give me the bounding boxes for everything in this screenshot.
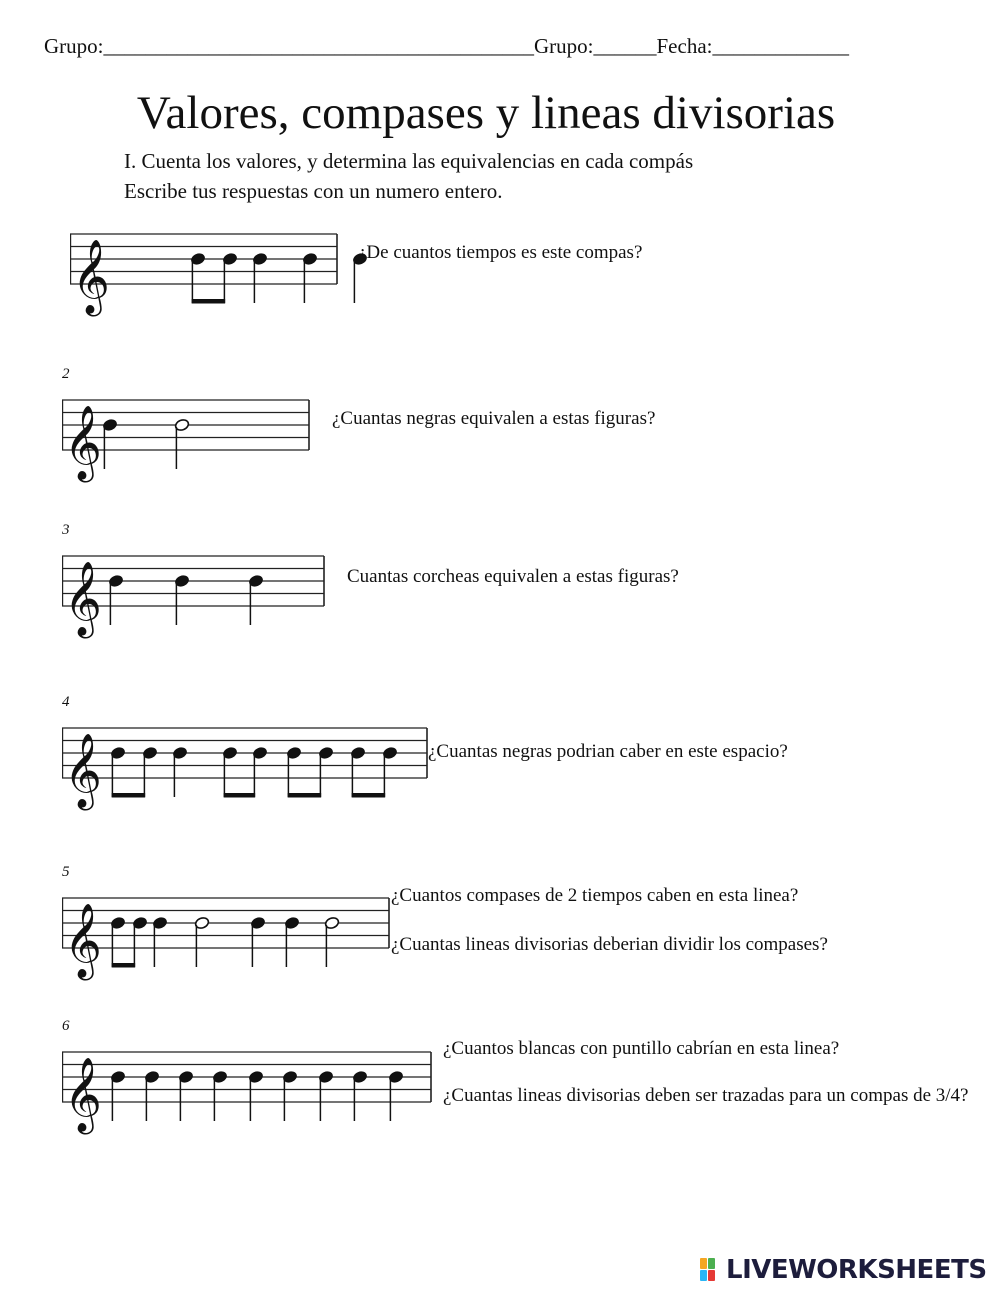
- quarter-note: [174, 574, 190, 625]
- staff-exercise-6: [62, 1034, 434, 1132]
- logo-block-l: [700, 1258, 707, 1269]
- treble-clef-icon: 𝄞: [64, 904, 102, 978]
- quarter-note: [252, 252, 268, 303]
- eighth-note: [110, 916, 126, 967]
- measure-number-3: 3: [62, 522, 70, 538]
- eighth-note: [190, 252, 206, 303]
- beam: [288, 793, 322, 798]
- question-exercise-6a: ¿Cuantos blancas con puntillo cabrían en esta linea?: [443, 1038, 840, 1059]
- logo-block-v: [700, 1270, 707, 1281]
- date-label: Fecha:: [656, 34, 713, 58]
- staff-exercise-5: [62, 880, 392, 978]
- eighth-note: [110, 746, 126, 797]
- staff-exercise-3: [62, 538, 327, 636]
- eighth-note: [132, 916, 148, 967]
- eighth-note: [252, 746, 268, 797]
- measure-number-5: 5: [62, 864, 70, 880]
- question-exercise-6b: ¿Cuantas lineas divisorias deben ser trazadas para un compas de 3/4?: [443, 1085, 969, 1106]
- quarter-note: [388, 1070, 404, 1121]
- question-exercise-5b: ¿Cuantas lineas divisorias deberian dividir los compases?: [391, 934, 828, 955]
- treble-clef-icon: 𝄞: [72, 240, 110, 314]
- question-exercise-2: ¿Cuantas negras equivalen a estas figuras?: [332, 408, 656, 429]
- staff-exercise-2: [62, 382, 312, 480]
- measure-number-2: 2: [62, 366, 70, 382]
- instructions: [124, 146, 693, 206]
- quarter-note: [248, 574, 264, 625]
- eighth-note: [222, 746, 238, 797]
- quarter-note: [318, 1070, 334, 1121]
- quarter-note: [152, 916, 168, 967]
- question-exercise-1: ¿De cuantos tiempos es este compas?: [358, 242, 643, 263]
- liveworksheets-logo: [700, 1255, 987, 1285]
- group1-label: Grupo:: [44, 34, 104, 58]
- measure-number-6: 6: [62, 1018, 70, 1034]
- eighth-note: [350, 746, 366, 797]
- quarter-note: [102, 418, 118, 469]
- quarter-note: [250, 916, 266, 967]
- treble-clef-icon: 𝄞: [64, 406, 102, 480]
- quarter-note: [110, 1070, 126, 1121]
- question-exercise-3: Cuantas corcheas equivalen a estas figuras?: [347, 566, 679, 587]
- eighth-note: [286, 746, 302, 797]
- treble-clef-icon: 𝄞: [64, 734, 102, 808]
- eighth-note: [222, 252, 238, 303]
- quarter-note: [144, 1070, 160, 1121]
- date-line[interactable]: _____________: [712, 34, 849, 58]
- instruction-line-2: Escribe tus respuestas con un numero entero.: [124, 179, 503, 203]
- logo-block-e: [708, 1270, 715, 1281]
- staff-exercise-1: [70, 216, 340, 314]
- staff-exercise-4: [62, 710, 430, 808]
- eighth-note: [318, 746, 334, 797]
- treble-clef-icon: 𝄞: [64, 562, 102, 636]
- quarter-note: [172, 746, 188, 797]
- quarter-note: [212, 1070, 228, 1121]
- question-exercise-5a: ¿Cuantos compases de 2 tiempos caben en esta linea?: [391, 885, 799, 906]
- header-fields: [44, 34, 849, 59]
- instruction-line-1: I. Cuenta los valores, y determina las equivalencias en cada compás: [124, 149, 694, 173]
- logo-blocks-icon: [700, 1258, 724, 1282]
- page-title: Valores, compases y lineas divisorias: [136, 87, 836, 139]
- eighth-note: [382, 746, 398, 797]
- beam: [192, 299, 226, 304]
- group2-line[interactable]: ______: [593, 34, 657, 58]
- beam: [352, 793, 386, 798]
- quarter-note: [108, 574, 124, 625]
- treble-clef-icon: 𝄞: [64, 1058, 102, 1132]
- beam: [224, 793, 256, 798]
- beam: [112, 793, 145, 798]
- quarter-note: [248, 1070, 264, 1121]
- quarter-note: [282, 1070, 298, 1121]
- half-note: [194, 916, 210, 967]
- quarter-note: [352, 1070, 368, 1121]
- quarter-note: [178, 1070, 194, 1121]
- logo-text: LIVEWORKSHEETS: [726, 1255, 987, 1285]
- half-note: [174, 418, 190, 469]
- measure-number-4: 4: [62, 694, 70, 710]
- question-exercise-4: ¿Cuantas negras podrian caber en este espacio?: [428, 741, 788, 762]
- logo-block-i: [708, 1258, 715, 1269]
- group1-line[interactable]: _________________________________________: [103, 34, 534, 58]
- half-note: [324, 916, 340, 967]
- quarter-note: [284, 916, 300, 967]
- quarter-note: [302, 252, 318, 303]
- group2-label: Grupo:: [534, 34, 594, 58]
- eighth-note: [142, 746, 158, 797]
- beam: [112, 963, 135, 968]
